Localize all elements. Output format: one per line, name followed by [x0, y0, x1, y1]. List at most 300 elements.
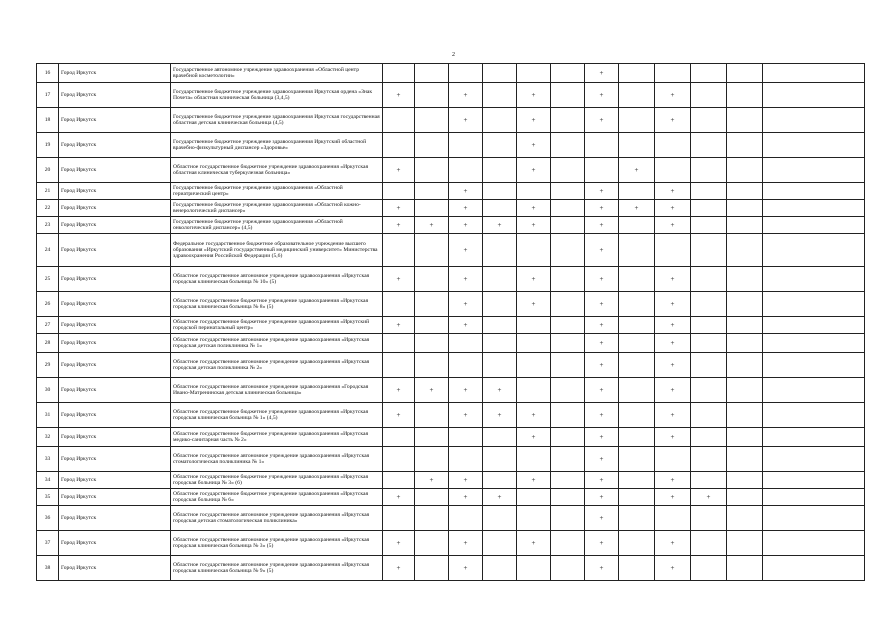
mark-cell: +: [517, 158, 551, 183]
table-row: [37, 200, 865, 217]
city-cell: Город Иркутск: [59, 108, 171, 133]
mark-cell: +: [449, 378, 483, 403]
mark-cell: [691, 428, 727, 447]
row-number-cell: 36: [37, 506, 59, 531]
mark-cell: +: [585, 292, 619, 317]
row-number-cell: 17: [37, 83, 59, 108]
mark-cell: [415, 353, 449, 378]
mark-cell: [619, 447, 655, 472]
mark-cell: [551, 447, 585, 472]
mark-cell: [619, 317, 655, 334]
mark-cell: +: [449, 267, 483, 292]
mark-cell: [727, 133, 763, 158]
mark-cell: [727, 200, 763, 217]
mark-cell: [551, 183, 585, 200]
mark-cell: +: [449, 292, 483, 317]
mark-cell: +: [483, 489, 517, 506]
mark-cell: [691, 83, 727, 108]
mark-cell: [763, 292, 865, 317]
mark-cell: [383, 447, 415, 472]
mark-cell: +: [449, 217, 483, 234]
organization-cell: Государственное бюджетное учреждение здравоохранения Иркутская ордена «Знак Почета» областная клиническая больница (3,4,5): [171, 83, 383, 108]
page-number: 2: [452, 52, 455, 58]
organization-cell: Областное государственное бюджетное учреждение здравоохранения «Иркутская городская клиническая больница № 8» (5): [171, 292, 383, 317]
city-cell: Город Иркутск: [59, 531, 171, 556]
table-row: [37, 447, 865, 472]
city-cell: Город Иркутск: [59, 334, 171, 353]
row-number-cell: 30: [37, 378, 59, 403]
organization-cell: Областное государственное бюджетное учреждение здравоохранения «Иркутская городская больница № 6»: [171, 489, 383, 506]
table-row: [37, 531, 865, 556]
mark-cell: [415, 428, 449, 447]
mark-cell: [483, 506, 517, 531]
mark-cell: +: [449, 234, 483, 267]
mark-cell: [763, 108, 865, 133]
row-number-cell: 32: [37, 428, 59, 447]
mark-cell: [619, 556, 655, 581]
mark-cell: [763, 217, 865, 234]
mark-cell: [551, 108, 585, 133]
mark-cell: [727, 317, 763, 334]
mark-cell: [727, 64, 763, 83]
mark-cell: [763, 428, 865, 447]
row-number-cell: 19: [37, 133, 59, 158]
organization-cell: Государственное автономное учреждение здравоохранения «Областной центр врачебной косметологии»: [171, 64, 383, 83]
city-cell: Город Иркутск: [59, 556, 171, 581]
mark-cell: [483, 200, 517, 217]
mark-cell: [551, 531, 585, 556]
mark-cell: [415, 158, 449, 183]
mark-cell: [483, 334, 517, 353]
mark-cell: [383, 334, 415, 353]
mark-cell: [383, 64, 415, 83]
mark-cell: [517, 447, 551, 472]
city-cell: Город Иркутск: [59, 234, 171, 267]
organization-cell: Областное государственное автономное учреждение здравоохранения «Иркутская городская детская поликлиника № 1»: [171, 334, 383, 353]
mark-cell: +: [655, 292, 691, 317]
city-cell: Город Иркутск: [59, 378, 171, 403]
mark-cell: [619, 64, 655, 83]
mark-cell: +: [585, 83, 619, 108]
mark-cell: [727, 267, 763, 292]
mark-cell: [551, 292, 585, 317]
city-cell: Город Иркутск: [59, 83, 171, 108]
table-row: [37, 234, 865, 267]
mark-cell: +: [383, 556, 415, 581]
mark-cell: [763, 183, 865, 200]
row-number-cell: 24: [37, 234, 59, 267]
table-row: [37, 556, 865, 581]
mark-cell: [727, 447, 763, 472]
mark-cell: +: [655, 317, 691, 334]
mark-cell: [619, 108, 655, 133]
organization-cell: Областное государственное бюджетное учреждение здравоохранения «Иркутская областная клиническая туберкулезная больница»: [171, 158, 383, 183]
mark-cell: [727, 217, 763, 234]
mark-cell: [551, 83, 585, 108]
mark-cell: +: [585, 378, 619, 403]
row-number-cell: 21: [37, 183, 59, 200]
mark-cell: [763, 158, 865, 183]
table-body: [37, 64, 865, 581]
mark-cell: [727, 556, 763, 581]
mark-cell: [551, 317, 585, 334]
mark-cell: [727, 234, 763, 267]
table-row: [37, 472, 865, 489]
mark-cell: +: [383, 531, 415, 556]
mark-cell: [551, 217, 585, 234]
mark-cell: [517, 183, 551, 200]
table-row: [37, 506, 865, 531]
mark-cell: +: [483, 217, 517, 234]
mark-cell: +: [383, 83, 415, 108]
mark-cell: +: [655, 489, 691, 506]
mark-cell: [551, 556, 585, 581]
mark-cell: [691, 234, 727, 267]
mark-cell: [415, 292, 449, 317]
organization-cell: Федеральное государственное бюджетное образовательное учреждение высшего образования «Иркутский государственный медицинский университет» Министерства здравоохранения Российской Федерации (5,6): [171, 234, 383, 267]
mark-cell: [449, 64, 483, 83]
city-cell: Город Иркутск: [59, 183, 171, 200]
table-row: [37, 267, 865, 292]
organization-cell: Областное государственное автономное учреждение здравоохранения «Иркутская городская клиническая больница № 10» (5): [171, 267, 383, 292]
row-number-cell: 26: [37, 292, 59, 317]
mark-cell: +: [483, 378, 517, 403]
mark-cell: +: [585, 472, 619, 489]
row-number-cell: 33: [37, 447, 59, 472]
mark-cell: [449, 353, 483, 378]
facilities-table: [36, 63, 865, 581]
mark-cell: [691, 158, 727, 183]
row-number-cell: 35: [37, 489, 59, 506]
mark-cell: [483, 556, 517, 581]
mark-cell: [551, 158, 585, 183]
mark-cell: [551, 200, 585, 217]
mark-cell: +: [517, 200, 551, 217]
mark-cell: [727, 506, 763, 531]
mark-cell: [691, 267, 727, 292]
mark-cell: [655, 234, 691, 267]
mark-cell: [483, 83, 517, 108]
mark-cell: [449, 447, 483, 472]
city-cell: Город Иркутск: [59, 292, 171, 317]
city-cell: Город Иркутск: [59, 217, 171, 234]
mark-cell: [763, 447, 865, 472]
mark-cell: [483, 317, 517, 334]
city-cell: Город Иркутск: [59, 506, 171, 531]
mark-cell: [449, 428, 483, 447]
organization-cell: Областное государственное автономное учреждение здравоохранения «Иркутская городская детская поликлиника № 2»: [171, 353, 383, 378]
mark-cell: [691, 64, 727, 83]
mark-cell: +: [415, 472, 449, 489]
table-row: [37, 317, 865, 334]
mark-cell: [727, 353, 763, 378]
mark-cell: +: [517, 403, 551, 428]
mark-cell: +: [655, 472, 691, 489]
mark-cell: +: [383, 158, 415, 183]
mark-cell: [483, 234, 517, 267]
city-cell: Город Иркутск: [59, 472, 171, 489]
mark-cell: [619, 334, 655, 353]
mark-cell: [551, 472, 585, 489]
mark-cell: +: [517, 108, 551, 133]
organization-cell: Областное государственное автономное учреждение здравоохранения «Иркутская стоматологическая поликлиника № 1»: [171, 447, 383, 472]
mark-cell: [691, 183, 727, 200]
mark-cell: [517, 64, 551, 83]
mark-cell: [619, 428, 655, 447]
mark-cell: +: [383, 317, 415, 334]
mark-cell: [415, 447, 449, 472]
row-number-cell: 37: [37, 531, 59, 556]
mark-cell: [727, 334, 763, 353]
mark-cell: [691, 472, 727, 489]
table-row: [37, 83, 865, 108]
mark-cell: [483, 183, 517, 200]
mark-cell: +: [449, 200, 483, 217]
city-cell: Город Иркутск: [59, 267, 171, 292]
mark-cell: [449, 133, 483, 158]
mark-cell: [517, 378, 551, 403]
mark-cell: [383, 506, 415, 531]
mark-cell: [383, 472, 415, 489]
mark-cell: [551, 353, 585, 378]
mark-cell: [727, 489, 763, 506]
mark-cell: [727, 183, 763, 200]
mark-cell: [483, 108, 517, 133]
mark-cell: +: [517, 428, 551, 447]
mark-cell: [691, 531, 727, 556]
mark-cell: +: [655, 428, 691, 447]
organization-cell: Областное государственное бюджетное учреждение здравоохранения «Иркутская городская больница № 3» (6): [171, 472, 383, 489]
mark-cell: [483, 64, 517, 83]
mark-cell: [691, 200, 727, 217]
mark-cell: +: [383, 378, 415, 403]
mark-cell: [415, 489, 449, 506]
table-row: [37, 353, 865, 378]
table-row: [37, 378, 865, 403]
mark-cell: [619, 217, 655, 234]
mark-cell: [483, 353, 517, 378]
mark-cell: +: [517, 531, 551, 556]
row-number-cell: 18: [37, 108, 59, 133]
mark-cell: [619, 489, 655, 506]
mark-cell: [483, 428, 517, 447]
table-row: [37, 489, 865, 506]
organization-cell: Областное государственное бюджетное учреждение здравоохранения «Иркутский городской перинатальный центр»: [171, 317, 383, 334]
organization-cell: Областное государственное бюджетное учреждение здравоохранения «Иркутская городская клиническая больница № 1» (4,5): [171, 403, 383, 428]
mark-cell: [415, 83, 449, 108]
organization-cell: Областное государственное бюджетное учреждение здравоохранения «Иркутская медико-санитарная часть № 2»: [171, 428, 383, 447]
mark-cell: [763, 133, 865, 158]
mark-cell: +: [585, 447, 619, 472]
mark-cell: [619, 378, 655, 403]
row-number-cell: 20: [37, 158, 59, 183]
mark-cell: [383, 292, 415, 317]
mark-cell: +: [585, 317, 619, 334]
row-number-cell: 31: [37, 403, 59, 428]
mark-cell: [383, 428, 415, 447]
mark-cell: +: [449, 183, 483, 200]
mark-cell: [551, 506, 585, 531]
mark-cell: +: [415, 217, 449, 234]
mark-cell: [763, 506, 865, 531]
mark-cell: [619, 133, 655, 158]
mark-cell: +: [585, 506, 619, 531]
mark-cell: +: [655, 217, 691, 234]
mark-cell: +: [449, 531, 483, 556]
city-cell: Город Иркутск: [59, 447, 171, 472]
mark-cell: [691, 292, 727, 317]
mark-cell: +: [585, 428, 619, 447]
mark-cell: +: [449, 317, 483, 334]
mark-cell: +: [619, 158, 655, 183]
mark-cell: [691, 447, 727, 472]
mark-cell: [691, 317, 727, 334]
mark-cell: +: [449, 403, 483, 428]
mark-cell: [619, 267, 655, 292]
mark-cell: +: [655, 378, 691, 403]
mark-cell: +: [585, 334, 619, 353]
mark-cell: [551, 403, 585, 428]
mark-cell: [763, 378, 865, 403]
mark-cell: +: [517, 472, 551, 489]
mark-cell: [415, 317, 449, 334]
mark-cell: [517, 506, 551, 531]
row-number-cell: 16: [37, 64, 59, 83]
mark-cell: [517, 317, 551, 334]
mark-cell: +: [449, 489, 483, 506]
mark-cell: +: [517, 217, 551, 234]
mark-cell: [517, 234, 551, 267]
mark-cell: [655, 64, 691, 83]
mark-cell: [619, 83, 655, 108]
table-row: [37, 64, 865, 83]
mark-cell: +: [655, 531, 691, 556]
mark-cell: [727, 378, 763, 403]
mark-cell: [691, 378, 727, 403]
mark-cell: [551, 378, 585, 403]
mark-cell: [763, 200, 865, 217]
mark-cell: [415, 64, 449, 83]
table-row: [37, 217, 865, 234]
mark-cell: [415, 506, 449, 531]
mark-cell: [551, 234, 585, 267]
mark-cell: [517, 489, 551, 506]
mark-cell: [517, 353, 551, 378]
mark-cell: +: [655, 108, 691, 133]
mark-cell: [517, 556, 551, 581]
mark-cell: +: [383, 403, 415, 428]
mark-cell: [551, 428, 585, 447]
organization-cell: Государственное бюджетное учреждение здравоохранения Иркутский областной врачебно-физкультурный диспансер «Здоровье»: [171, 133, 383, 158]
organization-cell: Областное государственное автономное учреждение здравоохранения «Иркутская городская клиническая больница № 9» (5): [171, 556, 383, 581]
mark-cell: [655, 506, 691, 531]
mark-cell: +: [517, 133, 551, 158]
mark-cell: +: [655, 183, 691, 200]
mark-cell: [619, 183, 655, 200]
city-cell: Город Иркутск: [59, 133, 171, 158]
mark-cell: [383, 108, 415, 133]
city-cell: Город Иркутск: [59, 489, 171, 506]
mark-cell: [619, 472, 655, 489]
mark-cell: +: [517, 267, 551, 292]
row-number-cell: 25: [37, 267, 59, 292]
mark-cell: [585, 133, 619, 158]
table-row: [37, 334, 865, 353]
mark-cell: [483, 267, 517, 292]
city-cell: Город Иркутск: [59, 158, 171, 183]
mark-cell: [763, 403, 865, 428]
row-number-cell: 27: [37, 317, 59, 334]
mark-cell: [727, 472, 763, 489]
mark-cell: [691, 217, 727, 234]
mark-cell: [415, 108, 449, 133]
mark-cell: +: [585, 64, 619, 83]
mark-cell: [383, 133, 415, 158]
mark-cell: [483, 447, 517, 472]
mark-cell: [415, 403, 449, 428]
mark-cell: +: [517, 83, 551, 108]
mark-cell: [763, 556, 865, 581]
mark-cell: [727, 83, 763, 108]
mark-cell: [691, 506, 727, 531]
mark-cell: [483, 292, 517, 317]
mark-cell: +: [655, 83, 691, 108]
mark-cell: [691, 108, 727, 133]
table-row: [37, 292, 865, 317]
mark-cell: [727, 108, 763, 133]
row-number-cell: 28: [37, 334, 59, 353]
organization-cell: Областное государственное автономное учреждение здравоохранения «Иркутская городская детская стоматологическая поликлиника»: [171, 506, 383, 531]
mark-cell: +: [517, 292, 551, 317]
mark-cell: [691, 133, 727, 158]
mark-cell: [517, 334, 551, 353]
city-cell: Город Иркутск: [59, 403, 171, 428]
mark-cell: [449, 334, 483, 353]
mark-cell: +: [383, 267, 415, 292]
mark-cell: [619, 531, 655, 556]
organization-cell: Государственное бюджетное учреждение здравоохранения «Областной кожно-венерологический диспансер»: [171, 200, 383, 217]
mark-cell: [483, 158, 517, 183]
mark-cell: +: [585, 234, 619, 267]
mark-cell: +: [655, 267, 691, 292]
table-row: [37, 158, 865, 183]
mark-cell: +: [449, 83, 483, 108]
mark-cell: [691, 403, 727, 428]
mark-cell: [727, 403, 763, 428]
city-cell: Город Иркутск: [59, 428, 171, 447]
mark-cell: +: [383, 200, 415, 217]
mark-cell: [655, 158, 691, 183]
mark-cell: [551, 64, 585, 83]
mark-cell: [619, 292, 655, 317]
mark-cell: +: [585, 217, 619, 234]
mark-cell: +: [585, 531, 619, 556]
organization-cell: Государственное бюджетное учреждение здравоохранения «Областной онкологический диспансер» (4,5): [171, 217, 383, 234]
mark-cell: +: [691, 489, 727, 506]
mark-cell: [619, 403, 655, 428]
mark-cell: +: [585, 489, 619, 506]
organization-cell: Областное государственное автономное учреждение здравоохранения «Городская Ивано-Матренинская детская клиническая больница»: [171, 378, 383, 403]
mark-cell: +: [655, 403, 691, 428]
mark-cell: +: [655, 353, 691, 378]
mark-cell: +: [585, 200, 619, 217]
mark-cell: [763, 64, 865, 83]
row-number-cell: 38: [37, 556, 59, 581]
table-row: [37, 428, 865, 447]
mark-cell: [763, 353, 865, 378]
mark-cell: +: [655, 334, 691, 353]
mark-cell: [449, 158, 483, 183]
